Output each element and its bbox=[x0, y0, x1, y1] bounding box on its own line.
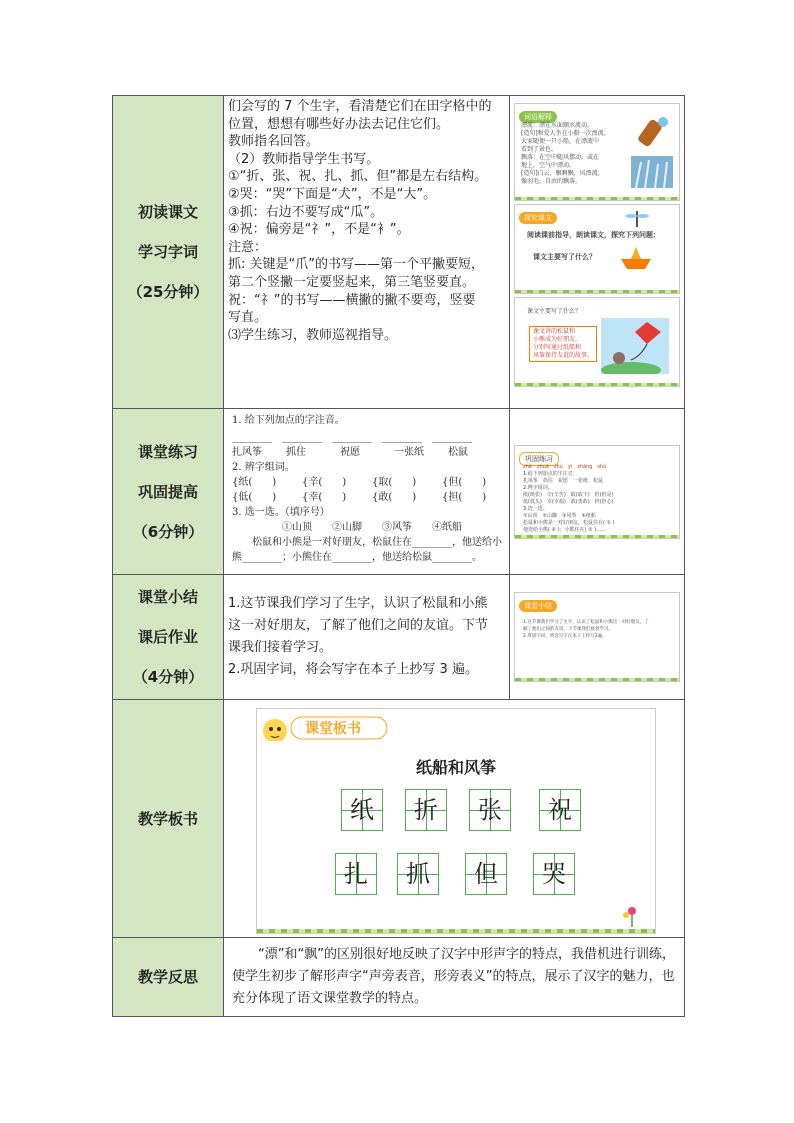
board-title: 纸船和风筝 bbox=[415, 758, 496, 777]
text-line: ⑶学生练习，教师巡视指导。 bbox=[228, 327, 398, 343]
char-grid bbox=[397, 853, 439, 895]
board-cell bbox=[224, 700, 685, 938]
slide-thumbnails bbox=[510, 575, 685, 700]
grid-char: 但 bbox=[474, 860, 498, 888]
char-grid bbox=[539, 789, 581, 831]
label-line: 学习字词 bbox=[137, 243, 198, 261]
text-line: 抓: 关键是“爪”的书写——第一个平撇要短， bbox=[228, 257, 484, 273]
label-line: 教学反思 bbox=[137, 968, 198, 986]
pair-char: 纸( bbox=[238, 477, 253, 488]
pair-close: ) bbox=[342, 492, 347, 503]
question-1: 1. 给下列加点的字注音。 bbox=[232, 415, 345, 426]
text-line: 位置，想想有哪些好办法去记住它们。 bbox=[228, 116, 450, 132]
label-line: 课后作业 bbox=[137, 628, 198, 646]
grid-char: 纸 bbox=[350, 796, 374, 824]
slide-line: 松鼠和小熊是一对好朋友，松鼠住在( ① ) bbox=[523, 519, 615, 526]
question-2: 2. 辨字组词。 bbox=[232, 462, 295, 473]
slide-line: 低(低头) 幸(幸福) 敢(勇敢) 担(担心) bbox=[523, 498, 614, 505]
label-line: 教学板书 bbox=[137, 809, 198, 828]
slide-line: 纸(纸张) 辛(辛苦) 取(取下) 但(但是) bbox=[523, 491, 614, 498]
slide-line: 扎风筝 抓住 祝愿 一张纸 松鼠 bbox=[523, 477, 604, 484]
text-line: ④祝：偏旁是“礻”，不是“衤”。 bbox=[228, 222, 410, 238]
reflection-content bbox=[224, 938, 685, 1017]
char-grid bbox=[533, 853, 575, 895]
text-line: 教师指名回答。 bbox=[228, 134, 320, 150]
slide-line: [造句]和爱人坐在小船一次漂流。 bbox=[521, 130, 610, 137]
row-practice bbox=[113, 409, 685, 575]
text-line: 2.巩固字词，将会写字在本子上抄写 3 遍。 bbox=[228, 662, 478, 677]
text-line: 课我们接着学习。 bbox=[228, 640, 333, 655]
section-label bbox=[113, 96, 224, 409]
word: 一张纸 bbox=[394, 447, 424, 458]
grid-char: 抓 bbox=[406, 860, 430, 888]
pair-char: 但( bbox=[448, 477, 463, 488]
fill-line: 熊________；小熊住在________，他送给松鼠________。 bbox=[232, 552, 482, 563]
slide-tag: 探究课文 bbox=[519, 212, 557, 224]
pair-close: ) bbox=[412, 477, 417, 488]
slide-thumbnails bbox=[510, 409, 685, 575]
char-grid bbox=[341, 789, 383, 831]
bottle-illustration-icon bbox=[633, 112, 673, 152]
reading-content bbox=[224, 96, 510, 409]
text-line: 们会写的 7 个生字，看清楚它们在田字格中的 bbox=[228, 99, 492, 114]
label-line: 课堂练习 bbox=[137, 442, 198, 461]
row-reading bbox=[113, 96, 685, 409]
fill-line: 松鼠和小熊是一对好朋友，松鼠住在________，他送给小 bbox=[252, 537, 502, 548]
pair-row: {低( ) {幸( ) {敢( ) {担( ) bbox=[232, 492, 487, 503]
slide-text bbox=[521, 122, 617, 186]
row-reflection bbox=[113, 938, 685, 1017]
pair-char: 取( bbox=[378, 477, 393, 488]
slide-tag: 词语解释 bbox=[519, 111, 557, 123]
slide-line: ①山顶 ②山脚 ③风筝 ④纸船 bbox=[523, 512, 596, 519]
slide-line: 飘落：在空中随风摆动，或在 bbox=[521, 154, 600, 161]
slide-thumbnail bbox=[514, 297, 680, 387]
word: 扎风筝 bbox=[232, 447, 262, 458]
pair-close: ) bbox=[342, 477, 347, 488]
grid-char: 扎 bbox=[344, 860, 368, 888]
label-line: （25分钟） bbox=[127, 283, 209, 301]
text-line: ③抓：右边不要写成“瓜”。 bbox=[228, 204, 384, 220]
slide-text bbox=[523, 619, 649, 640]
pair-close: ) bbox=[272, 477, 277, 488]
word-row bbox=[232, 445, 501, 460]
options-line: ①山顶 ②山脚 ③风筝 ④纸船 bbox=[282, 522, 462, 533]
pair-close: ) bbox=[272, 492, 277, 503]
char-grid bbox=[465, 853, 507, 895]
grid-char: 折 bbox=[414, 796, 438, 824]
slide-line: 3.选一选。 bbox=[523, 505, 548, 512]
slide-line: 地上，空气中漂动。 bbox=[521, 162, 576, 169]
slide-footer-bar bbox=[515, 678, 679, 681]
slide-line: 解了他们之间的友谊。下节课我们接着学习。 bbox=[523, 627, 613, 632]
slide-footer-bar bbox=[515, 535, 679, 538]
slide-line: zhǎ zhuā zhù yì zhāng shǔ bbox=[523, 463, 607, 470]
text-line: 第二个竖撇一定要竖起来，第三笔竖要直。 bbox=[228, 274, 476, 290]
slide-text bbox=[523, 464, 615, 534]
section-label bbox=[113, 409, 224, 575]
char-grid bbox=[405, 789, 447, 831]
text-line: ②哭：“哭”下面是“犬”，不是“大”。 bbox=[228, 186, 437, 202]
pair-close: ) bbox=[482, 492, 487, 503]
slide-thumbnails bbox=[510, 96, 685, 409]
pair-row: {纸( ) {辛( ) {取( ) {但( ) bbox=[232, 477, 487, 488]
section-label bbox=[113, 575, 224, 700]
board-badge: 课堂板书 bbox=[305, 721, 361, 737]
text-line: 祝：“礻”的书写——横撇的撇不要弯，竖要 bbox=[228, 292, 476, 308]
slide-line: 课文讲的松鼠和 bbox=[533, 328, 576, 335]
slide-thumbnail bbox=[514, 592, 680, 682]
slide-line: 课文主要写了什么？ bbox=[533, 253, 596, 261]
slide-tag: 巩固练习 bbox=[519, 452, 559, 466]
kite-scene-icon bbox=[601, 318, 669, 374]
slide-line: 他送给小熊( ④ )；小熊住在( ② )…… bbox=[523, 526, 607, 533]
word: 抓住 bbox=[286, 447, 306, 458]
label-line: 课堂小结 bbox=[137, 588, 198, 606]
slide-thumbnail bbox=[514, 103, 680, 201]
reflection-text: “漂”和“飘”的区别很好地反映了汉字中形声字的特点，我借机进行训练，使学生初步了解形声字“声旁表音，形旁表义”的特点，展示了汉字的魅力，也充分体现了语文课堂教学的特点。 bbox=[232, 947, 675, 1006]
slide-line: 大家随便一只小船，在漂流中 bbox=[521, 138, 600, 145]
label-line: （6分钟） bbox=[132, 522, 204, 541]
slide-footer-bar bbox=[257, 929, 655, 933]
grid-char: 祝 bbox=[548, 796, 572, 824]
slide-line: 1.给下列加点的字注音。 bbox=[523, 470, 578, 477]
word: 松鼠 bbox=[448, 447, 468, 458]
slide-line: 漂流：漂在水面顺水流动。 bbox=[521, 122, 594, 129]
slide-line: [造句]白云，飘啊飘，风漂流， bbox=[521, 170, 604, 177]
lesson-plan-table bbox=[112, 95, 685, 1017]
slide-footer-bar bbox=[515, 290, 679, 293]
practice-exercises bbox=[224, 409, 510, 575]
slide-line: 2.巩固字词，将会写字在本子上抄写3遍。 bbox=[523, 634, 607, 639]
text-line: 1.这节课我们学习了生字，认识了松鼠和小熊 bbox=[228, 596, 488, 611]
row-board bbox=[113, 700, 685, 938]
question-3: 3. 选一选。（填序号） bbox=[232, 507, 330, 518]
slide-footer-bar bbox=[515, 197, 679, 200]
reeds-illustration-icon bbox=[631, 156, 673, 188]
slide-line: 1.这节课我们学习了生字，认识了松鼠和小熊这一对好朋友，了 bbox=[523, 620, 649, 625]
text-line: 这一对好朋友，了解了他们之间的友谊。下节 bbox=[228, 618, 489, 633]
slide-thumbnail bbox=[514, 204, 680, 294]
dragonfly-icon bbox=[625, 209, 649, 229]
blank-lines: ________ ________ ________ ________ ________ bbox=[232, 432, 472, 443]
slide-tag: 课堂小结 bbox=[519, 600, 557, 612]
slide-thumbnail bbox=[514, 445, 680, 539]
slide-footer-bar bbox=[515, 383, 679, 386]
slide-line: 课文主要写了什么？ bbox=[527, 308, 582, 315]
slide-line: 看到了景色。 bbox=[521, 146, 558, 153]
pair-char: 敢( bbox=[378, 492, 393, 503]
text-line: 写直。 bbox=[228, 310, 268, 326]
label-line: 初读课文 bbox=[137, 203, 198, 221]
section-label bbox=[113, 938, 224, 1017]
summary-content bbox=[224, 575, 510, 700]
pair-char: 幸( bbox=[308, 492, 323, 503]
slide-line: 阅读课前指导，朗读课文，探究下列问题： bbox=[527, 231, 660, 239]
char-grid bbox=[469, 789, 511, 831]
pair-close: ) bbox=[482, 477, 487, 488]
pair-char: 辛( bbox=[308, 477, 323, 488]
board-slide bbox=[256, 708, 656, 934]
row-summary bbox=[113, 575, 685, 700]
pair-char: 低( bbox=[238, 492, 253, 503]
section-label bbox=[113, 700, 224, 938]
paper-boat-icon bbox=[619, 245, 653, 271]
label-line: （4分钟） bbox=[132, 668, 204, 686]
slide-line: 2.辨字组词。 bbox=[523, 484, 553, 491]
text-line: ①“折、张、祝、扎、抓、但”都是左右结构。 bbox=[228, 169, 488, 185]
grid-char: 哭 bbox=[542, 860, 566, 888]
label-line: 巩固提高 bbox=[137, 482, 198, 501]
grid-char: 张 bbox=[478, 796, 502, 824]
slide-line: 像羽毛，自由的飘落。 bbox=[521, 178, 582, 185]
slide-line: 风筝保持友谊的故事。 bbox=[533, 352, 594, 359]
slide-line: 小熊成为好朋友， bbox=[533, 336, 582, 343]
flower-icon bbox=[617, 903, 647, 927]
pair-close: ) bbox=[412, 492, 417, 503]
pair-char: 担( bbox=[448, 492, 463, 503]
char-grid bbox=[335, 853, 377, 895]
word: 祝愿 bbox=[340, 447, 360, 458]
text-line: 注意： bbox=[228, 239, 268, 255]
slide-line: 分别写通过纸船和 bbox=[533, 344, 582, 351]
summary-box bbox=[529, 326, 597, 362]
text-line: （2）教师指导学生书写。 bbox=[228, 151, 380, 167]
